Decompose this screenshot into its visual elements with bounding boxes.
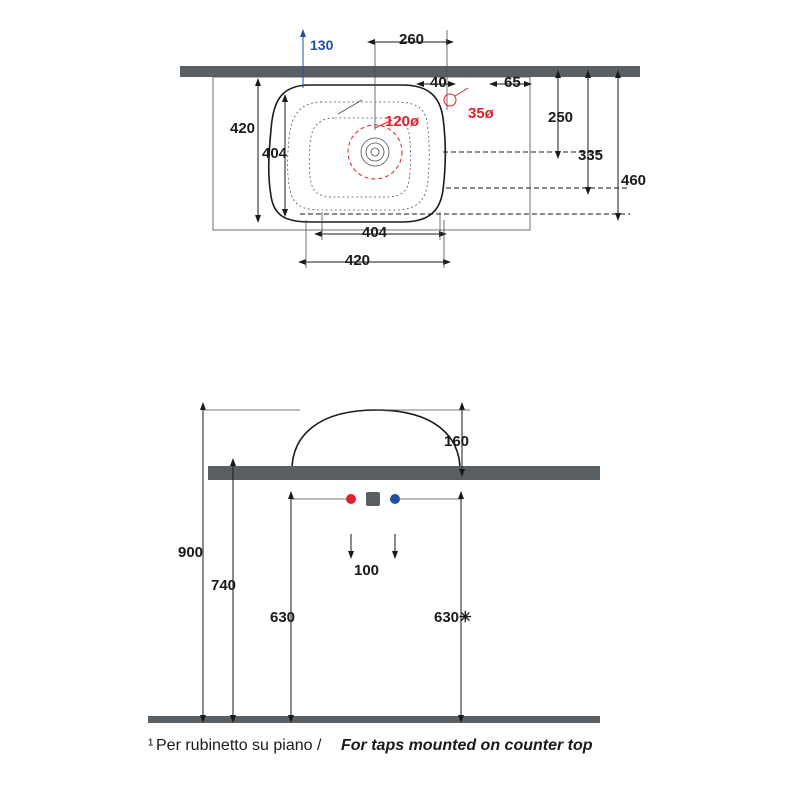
floor-band xyxy=(148,716,600,723)
dim-65-label: 65 xyxy=(504,74,521,91)
cold-water-fitting-icon xyxy=(390,494,400,504)
dim-35-diameter-label: 35ø xyxy=(468,105,494,122)
dim-740-label: 740 xyxy=(211,577,237,594)
dim-260-label: 260 xyxy=(399,31,425,48)
footnote-english: For taps mounted on counter top xyxy=(341,737,593,754)
tap-hole-35-leader xyxy=(455,88,468,96)
dim-335-label: 335 xyxy=(578,147,604,164)
dim-40-label: 40 xyxy=(430,74,447,91)
tap-hole-35-circle xyxy=(444,94,456,106)
dim-130-label: 130 xyxy=(310,37,334,53)
side-view-group xyxy=(148,410,600,723)
dim-250-label: 250 xyxy=(548,109,574,126)
dim-460-label: 460 xyxy=(621,172,647,189)
dim-100-label: 100 xyxy=(354,562,380,579)
footnote-italian: Per rubinetto su piano / xyxy=(156,737,322,754)
top-view-group xyxy=(180,30,646,269)
dim-120-diameter-label: 120ø xyxy=(385,113,420,130)
footnote-group xyxy=(148,737,593,754)
basin-side-profile xyxy=(292,410,460,470)
dim-404-left-label: 404 xyxy=(262,145,288,162)
dim-420-bottom-label: 420 xyxy=(345,252,371,269)
counter-slab xyxy=(208,466,600,480)
dim-900-label: 900 xyxy=(178,544,204,561)
basin-outline xyxy=(269,85,446,222)
counter-top-band xyxy=(180,66,640,77)
dim-630-right-label: 630✳ xyxy=(434,609,472,626)
dim-420-left-label: 420 xyxy=(230,120,256,137)
dim-404-bottom-label: 404 xyxy=(362,224,388,241)
dim-630-left-label: 630 xyxy=(270,609,296,626)
footnote-marker: ¹ xyxy=(148,737,154,754)
drain-fitting-icon xyxy=(366,492,380,506)
dim-160-label: 160 xyxy=(444,433,470,450)
hot-water-fitting-icon xyxy=(346,494,356,504)
